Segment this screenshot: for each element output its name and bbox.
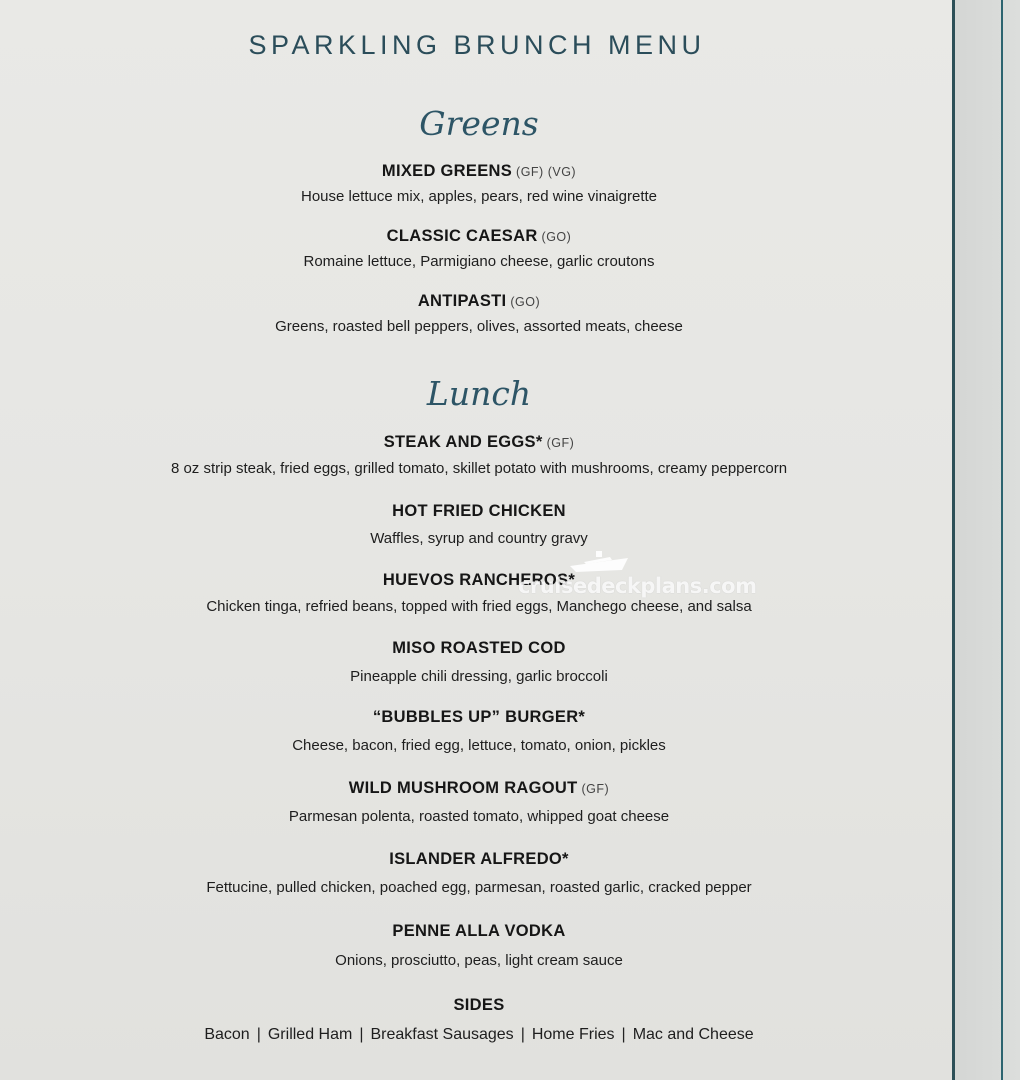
side-item: Mac and Cheese [632,1026,754,1043]
side-item: Grilled Ham [267,1026,353,1043]
diet-tag: (GF) [581,782,610,796]
menu-item-description: 8 oz strip steak, fried eggs, grilled tomato, skillet potato with mushrooms, creamy peppercorn [170,460,788,477]
diet-tag: (GO) [510,295,541,309]
menu-item-name: ISLANDER ALFREDO* [389,850,569,868]
menu-item-description: Fettucine, pulled chicken, poached egg, parmesan, roasted garlic, cracked pepper [206,879,752,896]
side-item: Bacon [204,1026,250,1043]
section-heading-lunch: Lunch [426,374,532,413]
diet-tag: (GF) (VG) [516,165,577,179]
separator: | [621,1026,626,1043]
diet-tag: (GF) [546,436,575,450]
menu-item-name: “BUBBLES UP” BURGER* [372,708,586,726]
side-item: Breakfast Sausages [370,1026,514,1043]
menu-item-description: Romaine lettuce, Parmigiano cheese, garlic croutons [303,253,655,270]
back-sheet-border-line [1001,0,1003,1080]
menu-item-name: PENNE ALLA VODKA [392,922,566,940]
diet-tag: (GO) [541,230,572,244]
menu-item-name: MISO ROASTED COD [392,639,566,657]
menu-item-description: Onions, prosciutto, peas, light cream sauce [335,952,623,969]
menu-item-name: WILD MUSHROOM RAGOUT (GF) [348,779,610,797]
menu-item-description: House lettuce mix, apples, pears, red wine vinaigrette [300,188,657,205]
menu-item-description: Pineapple chili dressing, garlic broccoli [350,668,608,685]
sides-heading: SIDES [453,996,505,1014]
ship-icon [566,548,636,576]
menu-item-name: STEAK AND EGGS* (GF) [383,433,575,451]
watermark-text: cruisedeckplans.com [518,574,757,598]
menu-item-name: CLASSIC CAESAR (GO) [386,227,572,245]
separator: | [256,1026,261,1043]
menu-item-description: Chicken tinga, refried beans, topped with fried eggs, Manchego cheese, and salsa [206,598,752,615]
section-heading-greens: Greens [419,104,539,143]
menu-item-name: ANTIPASTI (GO) [417,292,541,310]
menu-title: SPARKLING BRUNCH MENU [248,30,706,60]
menu-item-description: Cheese, bacon, fried egg, lettuce, tomato, onion, pickles [292,737,666,754]
separator: | [520,1026,525,1043]
separator: | [359,1026,364,1043]
menu-item-name: HOT FRIED CHICKEN [392,502,566,520]
back-sheet [955,0,1020,1080]
menu-item-name: MIXED GREENS (GF) (VG) [381,162,577,180]
menu-item-description: Parmesan polenta, roasted tomato, whipped goat cheese [288,808,670,825]
side-item: Home Fries [531,1026,615,1043]
menu-item-description: Greens, roasted bell peppers, olives, assorted meats, cheese [275,318,683,335]
sides-list [0,1026,958,1044]
menu-item-description: Waffles, syrup and country gravy [370,530,588,547]
menu-item-name: HUEVOS RANCHEROS* [382,571,576,589]
